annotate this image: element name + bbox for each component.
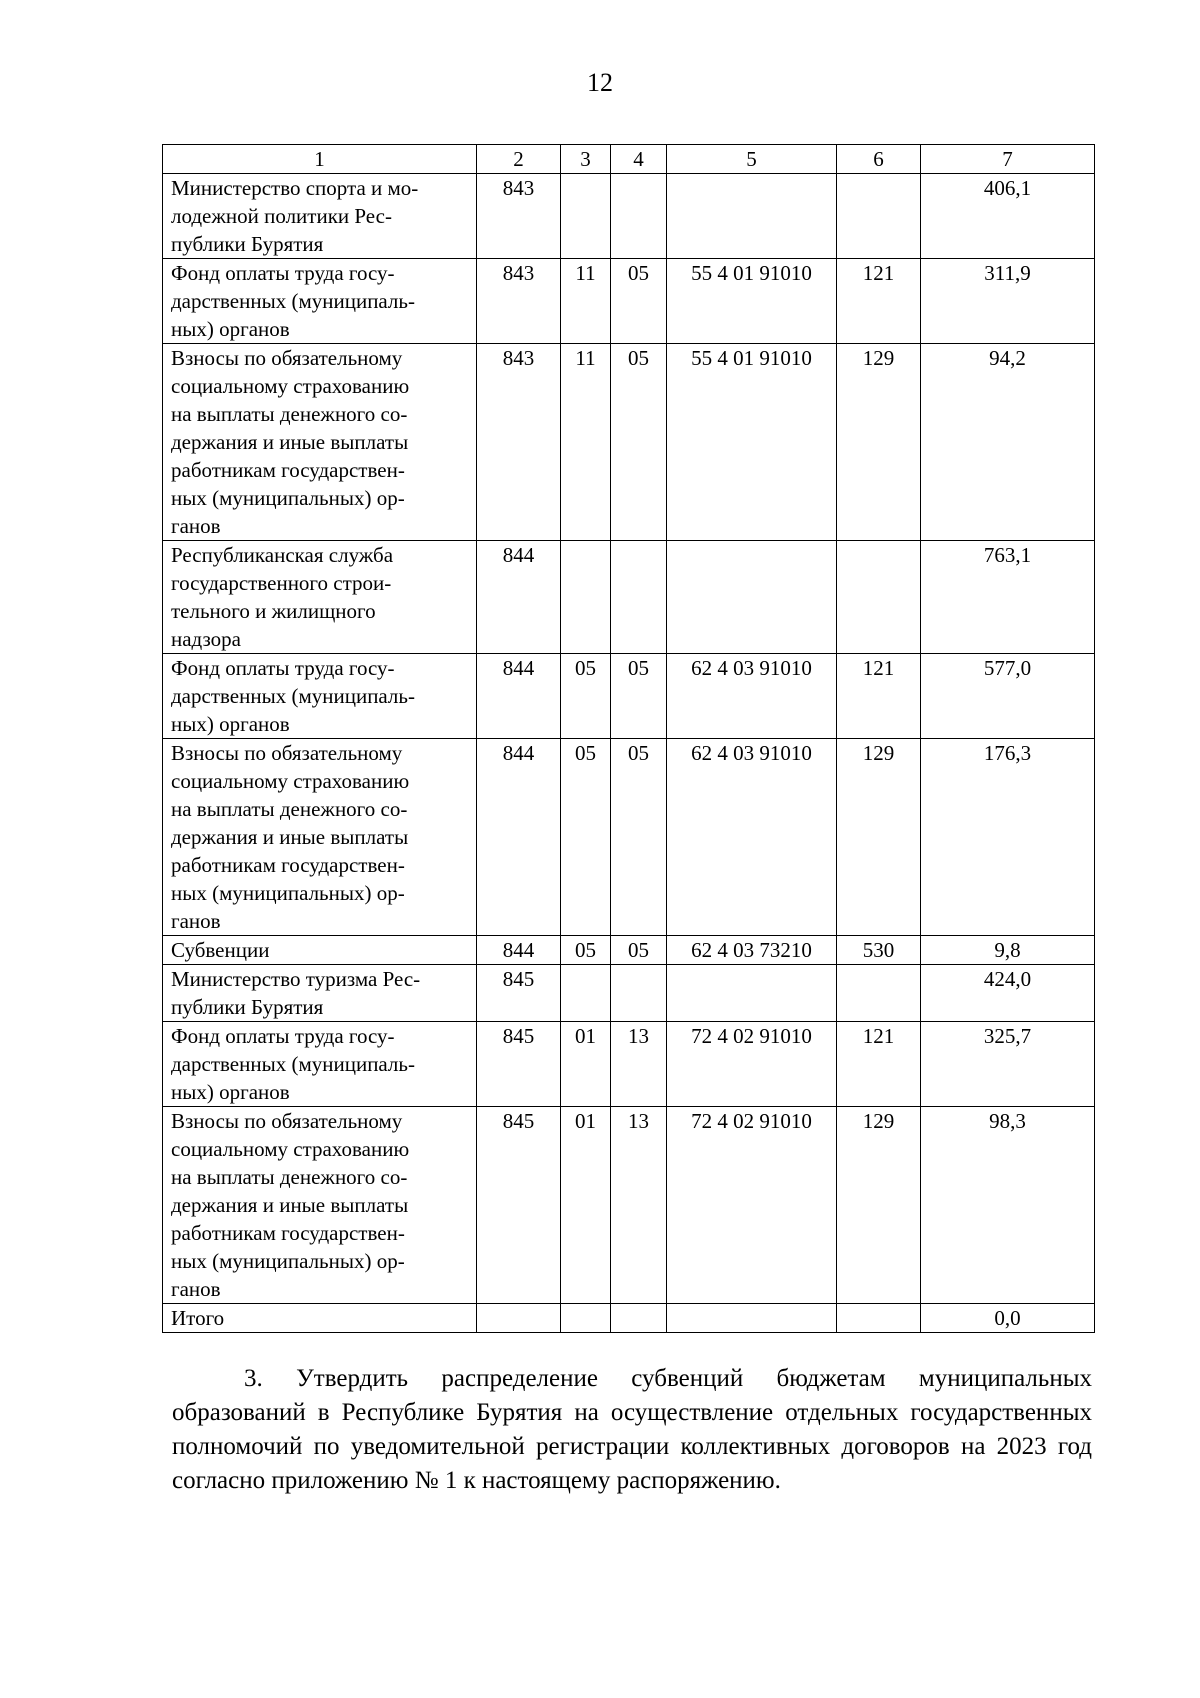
- header-cell: 4: [611, 145, 667, 174]
- value-cell-c2: 845: [477, 965, 561, 1022]
- value-cell-c7: 176,3: [921, 739, 1095, 936]
- table-row: [163, 174, 1095, 259]
- value-cell-c6: 530: [837, 936, 921, 965]
- header-cell: 5: [667, 145, 837, 174]
- value-cell-c5: [667, 541, 837, 654]
- value-cell-c6: 129: [837, 1107, 921, 1304]
- value-cell-c6: [837, 1304, 921, 1333]
- value-cell-c3: [561, 965, 611, 1022]
- value-cell-c5: 72 4 02 91010: [667, 1022, 837, 1107]
- table-header-row: [163, 145, 1095, 174]
- value-cell-c6: [837, 965, 921, 1022]
- header-cell: 2: [477, 145, 561, 174]
- value-cell-c4: 05: [611, 739, 667, 936]
- value-cell-c4: [611, 174, 667, 259]
- value-cell-c7: 577,0: [921, 654, 1095, 739]
- table-row: [163, 1107, 1095, 1304]
- value-cell-c3: [561, 541, 611, 654]
- value-cell-c5: 55 4 01 91010: [667, 344, 837, 541]
- value-cell-c7: 424,0: [921, 965, 1095, 1022]
- value-cell-c2: 843: [477, 174, 561, 259]
- row-name-cell: Фонд оплаты труда госу- дарственных (муниципаль- ных) органов: [163, 654, 477, 739]
- value-cell-c6: 121: [837, 1022, 921, 1107]
- table-body: [163, 174, 1095, 1333]
- value-cell-c3: 11: [561, 344, 611, 541]
- value-cell-c6: [837, 541, 921, 654]
- value-cell-c5: [667, 174, 837, 259]
- table-row: [163, 259, 1095, 344]
- value-cell-c4: 13: [611, 1022, 667, 1107]
- value-cell-c7: 9,8: [921, 936, 1095, 965]
- value-cell-c3: [561, 174, 611, 259]
- value-cell-c6: 121: [837, 654, 921, 739]
- row-name-cell: Взносы по обязательному социальному страхованию на выплаты денежного со- держания и иные выплаты работникам государствен- ных (муниципальных) ор- ганов: [163, 739, 477, 936]
- value-cell-c4: [611, 1304, 667, 1333]
- value-cell-c2: 844: [477, 541, 561, 654]
- value-cell-c5: 72 4 02 91010: [667, 1107, 837, 1304]
- value-cell-c2: 844: [477, 739, 561, 936]
- value-cell-c3: 01: [561, 1022, 611, 1107]
- value-cell-c5: 62 4 03 73210: [667, 936, 837, 965]
- value-cell-c7: 94,2: [921, 344, 1095, 541]
- header-cell: 1: [163, 145, 477, 174]
- value-cell-c4: 05: [611, 936, 667, 965]
- table-row: [163, 344, 1095, 541]
- value-cell-c5: 62 4 03 91010: [667, 739, 837, 936]
- row-name-cell: Республиканская служба государственного строи- тельного и жилищного надзора: [163, 541, 477, 654]
- budget-table: [162, 144, 1095, 1333]
- value-cell-c5: [667, 965, 837, 1022]
- value-cell-c7: 763,1: [921, 541, 1095, 654]
- row-name-cell: Взносы по обязательному социальному страхованию на выплаты денежного со- держания и иные выплаты работникам государствен- ных (муниципальных) ор- ганов: [163, 1107, 477, 1304]
- value-cell-c3: [561, 1304, 611, 1333]
- value-cell-c2: 845: [477, 1022, 561, 1107]
- value-cell-c6: 129: [837, 344, 921, 541]
- value-cell-c7: 98,3: [921, 1107, 1095, 1304]
- value-cell-c2: 844: [477, 654, 561, 739]
- header-cell: 3: [561, 145, 611, 174]
- row-name-cell: Взносы по обязательному социальному страхованию на выплаты денежного со- держания и иные выплаты работникам государствен- ных (муниципальных) ор- ганов: [163, 344, 477, 541]
- value-cell-c6: [837, 174, 921, 259]
- table-row: [163, 739, 1095, 936]
- value-cell-c7: 0,0: [921, 1304, 1095, 1333]
- table-row: [163, 1022, 1095, 1107]
- value-cell-c3: 05: [561, 739, 611, 936]
- value-cell-c5: [667, 1304, 837, 1333]
- value-cell-c3: 11: [561, 259, 611, 344]
- value-cell-c6: 129: [837, 739, 921, 936]
- row-name-cell: Фонд оплаты труда госу- дарственных (муниципаль- ных) органов: [163, 259, 477, 344]
- row-name-cell: Субвенции: [163, 936, 477, 965]
- value-cell-c3: 01: [561, 1107, 611, 1304]
- value-cell-c6: 121: [837, 259, 921, 344]
- row-name-cell: Министерство спорта и мо- лодежной политики Рес- публики Бурятия: [163, 174, 477, 259]
- value-cell-c7: 325,7: [921, 1022, 1095, 1107]
- body-paragraph: 3. Утвердить распределение субвенций бюджетам муниципальных образований в Республике Бурятия на осуществление отдельных государственных полномочий по уведомительной регистрации коллективных договоров на 2023 год согласно приложению № 1 к настоящему распоряжению.: [172, 1365, 1092, 1494]
- table-row: [163, 541, 1095, 654]
- value-cell-c2: 843: [477, 259, 561, 344]
- value-cell-c2: 844: [477, 936, 561, 965]
- header-cell: 7: [921, 145, 1095, 174]
- value-cell-c7: 406,1: [921, 174, 1095, 259]
- value-cell-c2: [477, 1304, 561, 1333]
- value-cell-c5: 62 4 03 91010: [667, 654, 837, 739]
- table-row: [163, 1304, 1095, 1333]
- value-cell-c4: 13: [611, 1107, 667, 1304]
- value-cell-c4: 05: [611, 344, 667, 541]
- value-cell-c5: 55 4 01 91010: [667, 259, 837, 344]
- value-cell-c4: [611, 541, 667, 654]
- value-cell-c3: 05: [561, 936, 611, 965]
- value-cell-c4: 05: [611, 259, 667, 344]
- value-cell-c7: 311,9: [921, 259, 1095, 344]
- row-name-cell: Фонд оплаты труда госу- дарственных (муниципаль- ных) органов: [163, 1022, 477, 1107]
- value-cell-c2: 843: [477, 344, 561, 541]
- row-name-cell: Министерство туризма Рес- публики Бурятия: [163, 965, 477, 1022]
- value-cell-c4: 05: [611, 654, 667, 739]
- table-row: [163, 965, 1095, 1022]
- value-cell-c3: 05: [561, 654, 611, 739]
- value-cell-c4: [611, 965, 667, 1022]
- row-name-cell: Итого: [163, 1304, 477, 1333]
- page-number: 12: [587, 68, 613, 97]
- value-cell-c2: 845: [477, 1107, 561, 1304]
- table-row: [163, 654, 1095, 739]
- header-cell: 6: [837, 145, 921, 174]
- table-row: [163, 936, 1095, 965]
